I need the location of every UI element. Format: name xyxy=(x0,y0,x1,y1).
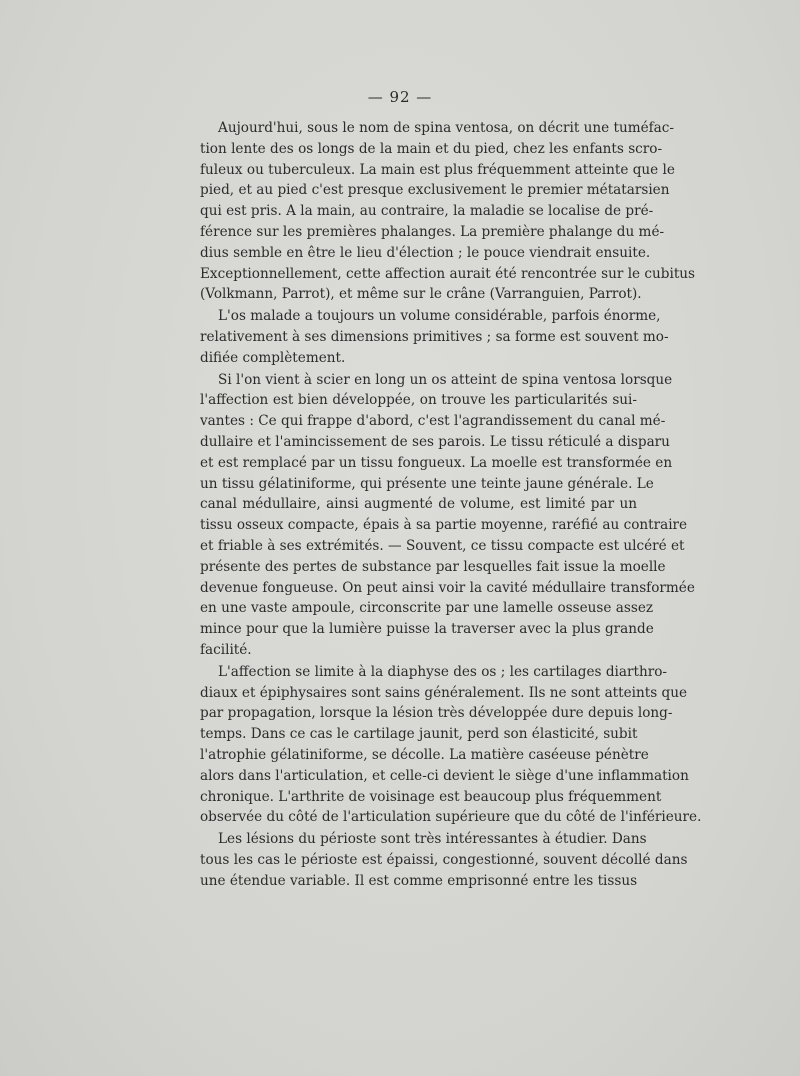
text-line: présente des pertes de substance par lesquelles fait issue la moelle xyxy=(200,558,666,575)
text-line: pied, et au pied c'est presque exclusivement le premier métatarsien xyxy=(200,182,670,199)
text-line: qui est pris. A la main, au contraire, la maladie se localise de pré- xyxy=(200,203,654,220)
paragraph xyxy=(200,118,696,305)
text-line: l'affection est bien développée, on trouve les particularités sui- xyxy=(200,392,637,409)
text-line: un tissu gélatiniforme, qui présente une teinte jaune générale. Le xyxy=(200,475,654,492)
text-line: devenue fongueuse. On peut ainsi voir la cavité médullaire transformée xyxy=(200,579,695,596)
page-number: — 92 — xyxy=(367,88,433,106)
text-line: facilité. xyxy=(200,641,252,658)
text-line: et est remplacé par un tissu fongueux. La moelle est transformée en xyxy=(200,454,673,471)
text-line: fuleux ou tuberculeux. La main est plus fréquemment atteinte que le xyxy=(200,161,675,178)
text-line: Aujourd'hui, sous le nom de spina ventosa, on décrit une tuméfac- xyxy=(218,120,674,136)
text-line: L'os malade a toujours un volume considérable, parfois énorme, xyxy=(218,308,661,325)
text-line: Si l'on vient à scier en long un os atteint de spina ventosa lorsque xyxy=(218,371,673,388)
text-line: (Volkmann, Parrot), et même sur le crâne (Varranguien, Parrot). xyxy=(200,286,642,303)
text-line: alors dans l'articulation, et celle-ci devient le siège d'une inflammation xyxy=(200,767,689,784)
text-line: vantes : Ce qui frappe d'abord, c'est l'agrandissement du canal mé- xyxy=(200,413,666,430)
text-line: observée du côté de l'articulation supérieure que du côté de l'inférieure. xyxy=(200,809,702,826)
text-line: Les lésions du périoste sont très intéressantes à étudier. Dans xyxy=(218,831,647,848)
paragraph xyxy=(200,306,669,368)
text-line: dullaire et l'amincissement de ses parois. Le tissu réticulé a disparu xyxy=(200,433,670,450)
text-line: canal médullaire, ainsi augmenté de volume, est limité par un xyxy=(200,496,637,513)
text-line: Exceptionnellement, cette affection aurait été rencontrée sur le cubitus xyxy=(200,265,696,282)
text-line: par propagation, lorsque la lésion très développée dure depuis long- xyxy=(200,705,673,722)
text-line: tous les cas le périoste est épaissi, congestionné, souvent décollé dans xyxy=(200,851,688,868)
text-line: l'atrophie gélatiniforme, se décolle. La matière caséeuse pénètre xyxy=(200,746,649,763)
body-text xyxy=(200,118,702,891)
text-line: tion lente des os longs de la main et du pied, chez les enfants scro- xyxy=(200,140,663,157)
text-line: difiée complètement. xyxy=(200,349,346,366)
paragraph xyxy=(200,662,702,828)
text-line: temps. Dans ce cas le cartilage jaunit, perd son élasticité, subit xyxy=(200,726,638,743)
text-line: dius semble en être le lieu d'élection ; le pouce viendrait ensuite. xyxy=(200,244,651,261)
text-line: tissu osseux compacte, épais à sa partie moyenne, raréfié au contraire xyxy=(200,517,688,534)
text-line: diaux et épiphysaires sont sains généralement. Ils ne sont atteints que xyxy=(200,684,688,701)
text-line: et friable à ses extrémités. — Souvent, ce tissu compacte est ulcéré et xyxy=(200,537,685,554)
text-line: en une vaste ampoule, circonscrite par une lamelle osseuse assez xyxy=(200,600,654,617)
text-line: chronique. L'arthrite de voisinage est beaucoup plus fréquemment xyxy=(200,788,662,805)
paragraph xyxy=(200,829,688,891)
text-line: férence sur les premières phalanges. La première phalange du mé- xyxy=(200,223,665,240)
paragraph xyxy=(200,370,695,661)
text-line: mince pour que la lumière puisse la traverser avec la plus grande xyxy=(200,621,654,638)
text-line: relativement à ses dimensions primitives ; sa forme est souvent mo- xyxy=(200,328,669,345)
text-line: une étendue variable. Il est comme emprisonné entre les tissus xyxy=(200,872,638,889)
text-line: L'affection se limite à la diaphyse des os ; les cartilages diarthro- xyxy=(218,663,667,680)
